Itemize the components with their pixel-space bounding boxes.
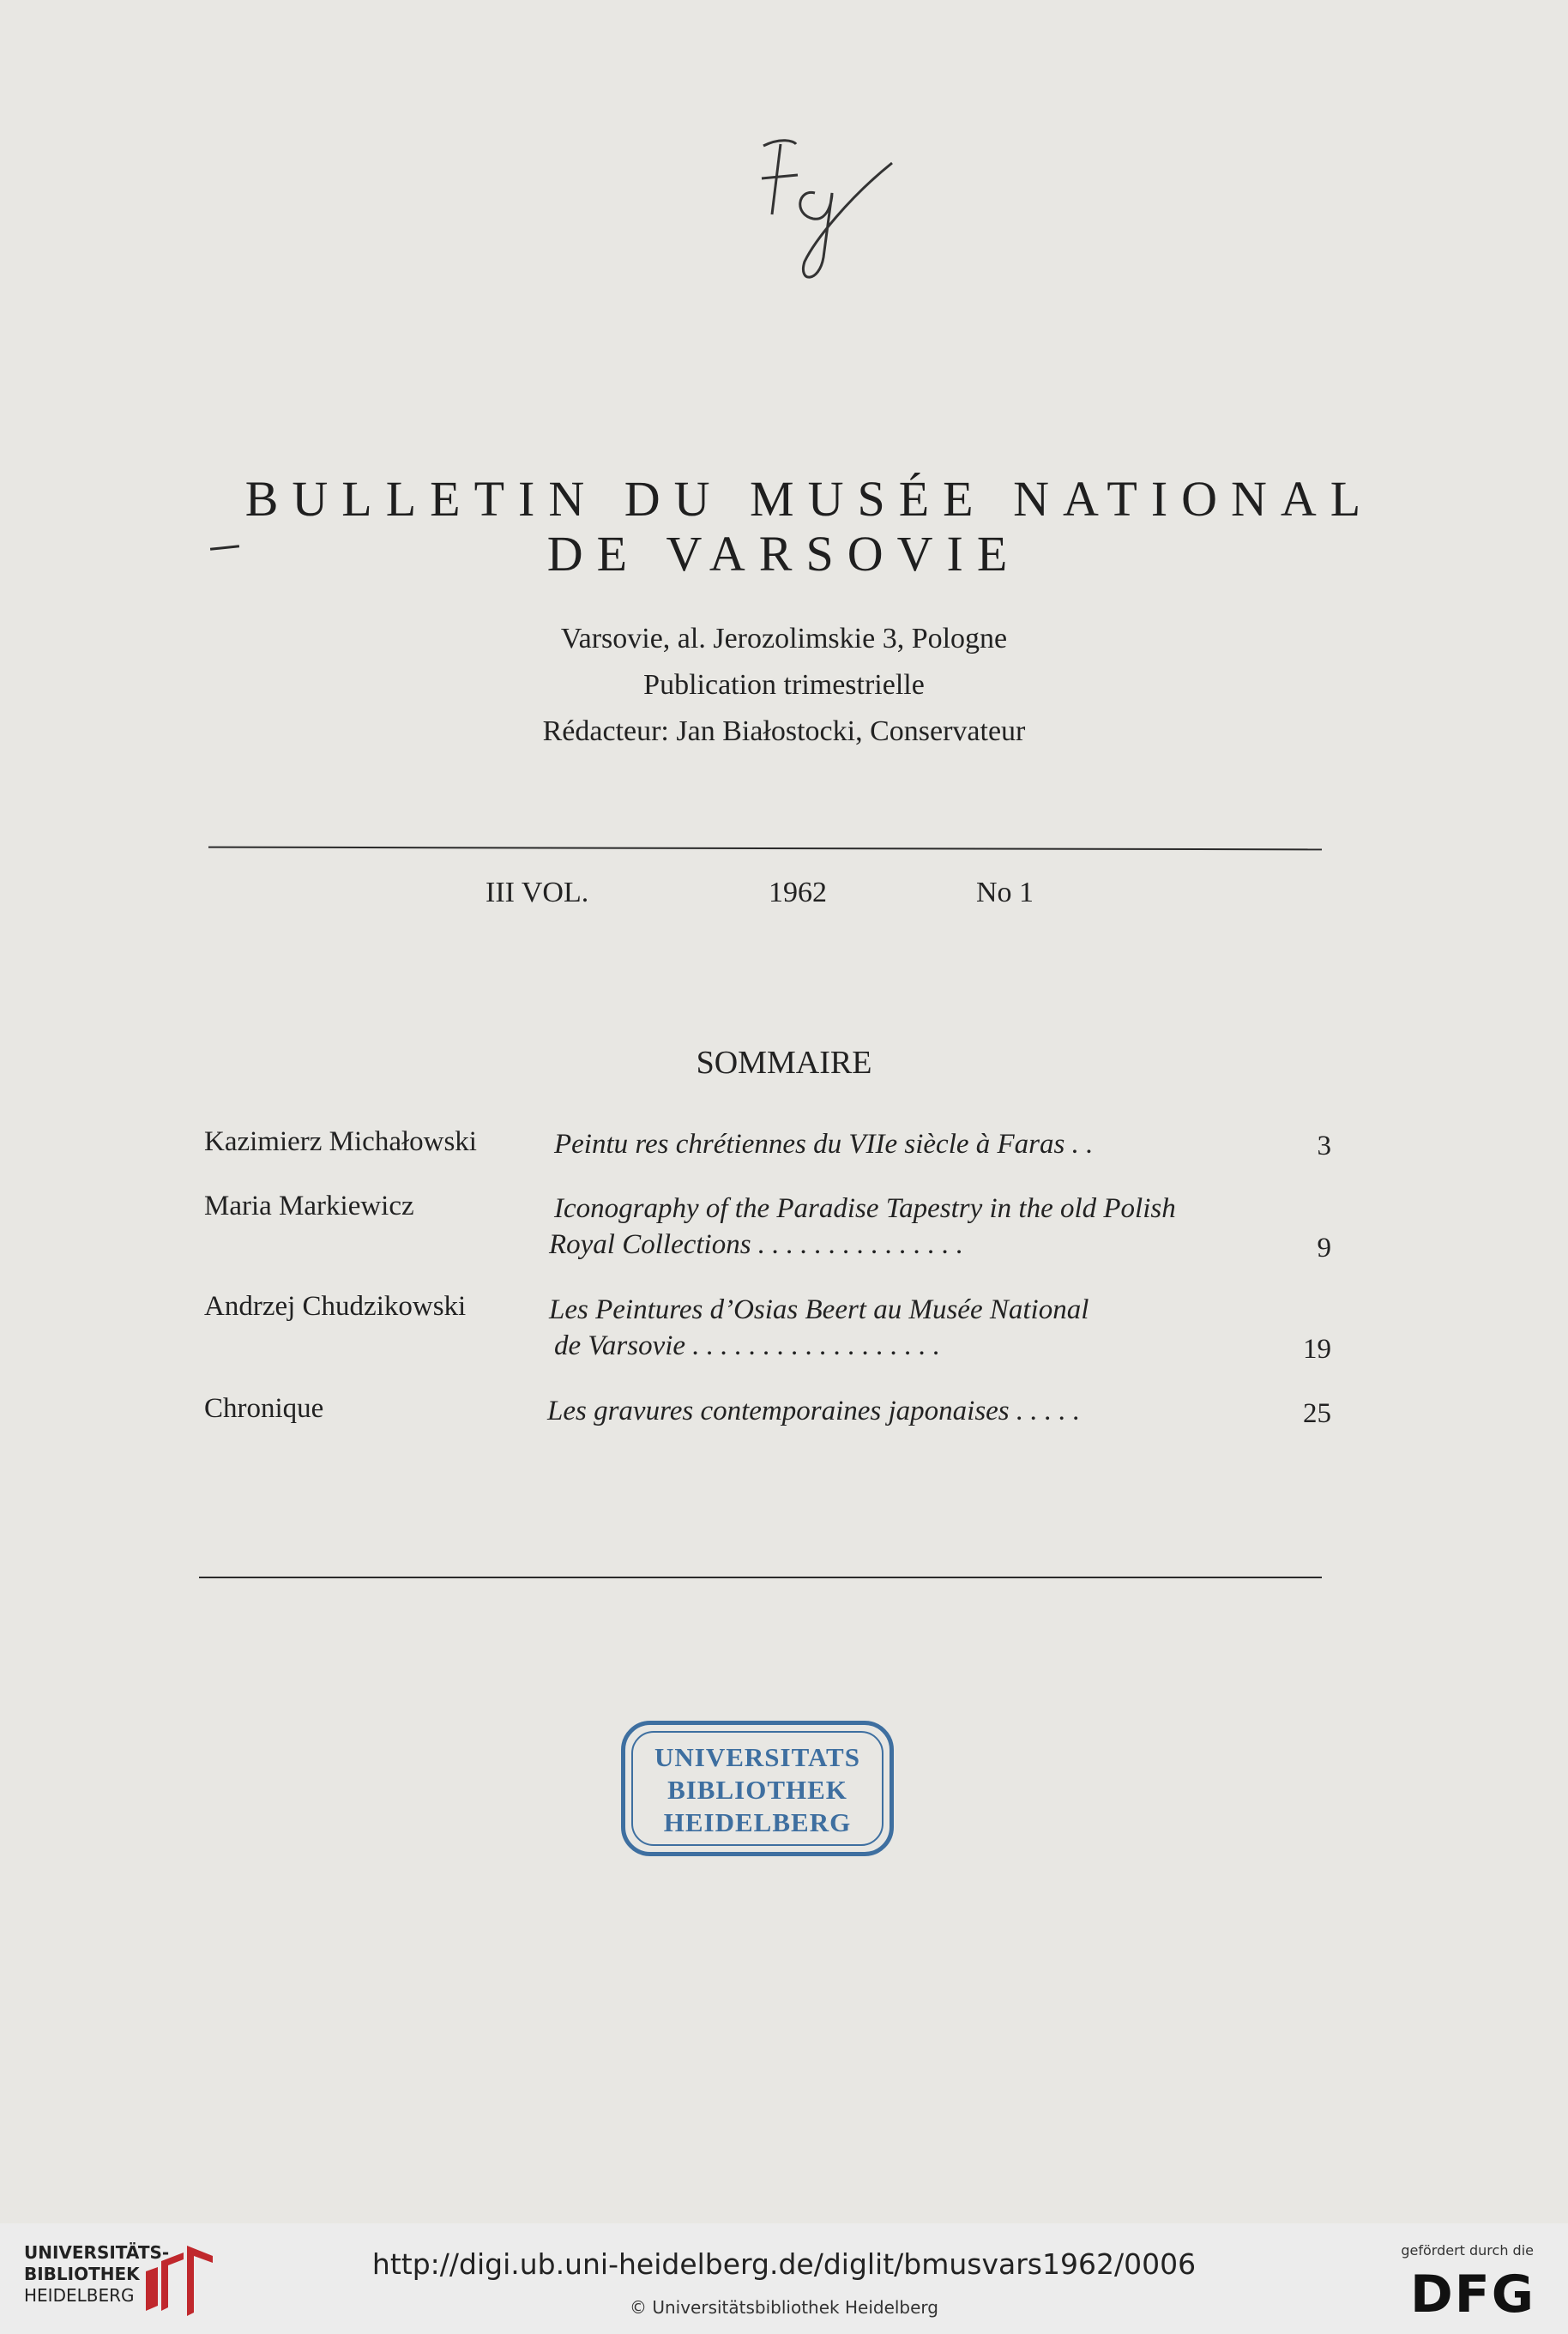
- toc-author: Kazimierz Michałowski: [204, 1126, 477, 1157]
- issue-number: No 1: [976, 877, 1034, 908]
- logo-line3: HEIDELBERG: [24, 2285, 135, 2306]
- issue-year: 1962: [769, 877, 827, 908]
- toc-title-line2: Royal Collections . . . . . . . . . . . . . . .: [549, 1229, 964, 1260]
- toc-page: 19: [1303, 1334, 1331, 1365]
- toc-author: Chronique: [204, 1393, 324, 1424]
- bulletin-title-line2: DE VARSOVIE: [546, 526, 1022, 582]
- toc-title-line2: de Varsovie . . . . . . . . . . . . . . . . . .: [554, 1330, 941, 1361]
- toc-title-line1: Iconography of the Paradise Tapestry in the old Polish: [554, 1193, 1176, 1224]
- bulletin-title-line1: BULLETIN DU MUSÉE NATIONAL: [244, 471, 1375, 527]
- bottom-rule: [199, 1577, 1322, 1578]
- stamp-line2: BIBLIOTHEK: [667, 1775, 847, 1805]
- editor-line: Rédacteur: Jan Białostocki, Conservateur: [542, 715, 1026, 747]
- address-line: Varsovie, al. Jerozolimskie 3, Pologne: [560, 623, 1008, 654]
- stamp-line1: UNIVERSITATS: [654, 1742, 860, 1772]
- publication-frequency: Publication trimestrielle: [643, 669, 925, 701]
- toc-page: 25: [1303, 1398, 1331, 1429]
- top-rule: [208, 847, 1322, 851]
- handwritten-signature: [746, 112, 901, 292]
- logo-line1: UNIVERSITÄTS-: [24, 2242, 170, 2263]
- toc-title-line1: Peintu res chrétiennes du VIIe siècle à Faras . .: [554, 1129, 1094, 1160]
- toc-title-line1: Les Peintures d’Osias Beert au Musée National: [549, 1294, 1089, 1325]
- dfg-logo[interactable]: DFG: [1409, 2265, 1535, 2325]
- library-stamp: [621, 1721, 894, 1856]
- toc-author: Maria Markiewicz: [204, 1191, 414, 1221]
- toc-page: 3: [1317, 1131, 1331, 1161]
- toc-title: [554, 1129, 1093, 1161]
- logo-line2: BIBLIOTHEK: [24, 2264, 140, 2284]
- toc-title-line1: Les gravures contemporaines japonaises . . . . .: [547, 1396, 1081, 1426]
- page-url-link[interactable]: http://digi.ub.uni-heidelberg.de/diglit/bmusvars1962/0006: [371, 2247, 1197, 2281]
- stamp-line3: HEIDELBERG: [663, 1807, 852, 1837]
- copyright-text: © Universitätsbibliothek Heidelberg: [629, 2297, 938, 2318]
- issue-volume: III VOL.: [485, 877, 589, 908]
- funding-label: gefördert durch die: [1401, 2242, 1534, 2259]
- toc-author: Andrzej Chudzikowski: [204, 1291, 467, 1322]
- contents-heading: SOMMAIRE: [696, 1045, 872, 1081]
- toc-page: 9: [1317, 1233, 1331, 1263]
- digitization-footer: [0, 2223, 1568, 2334]
